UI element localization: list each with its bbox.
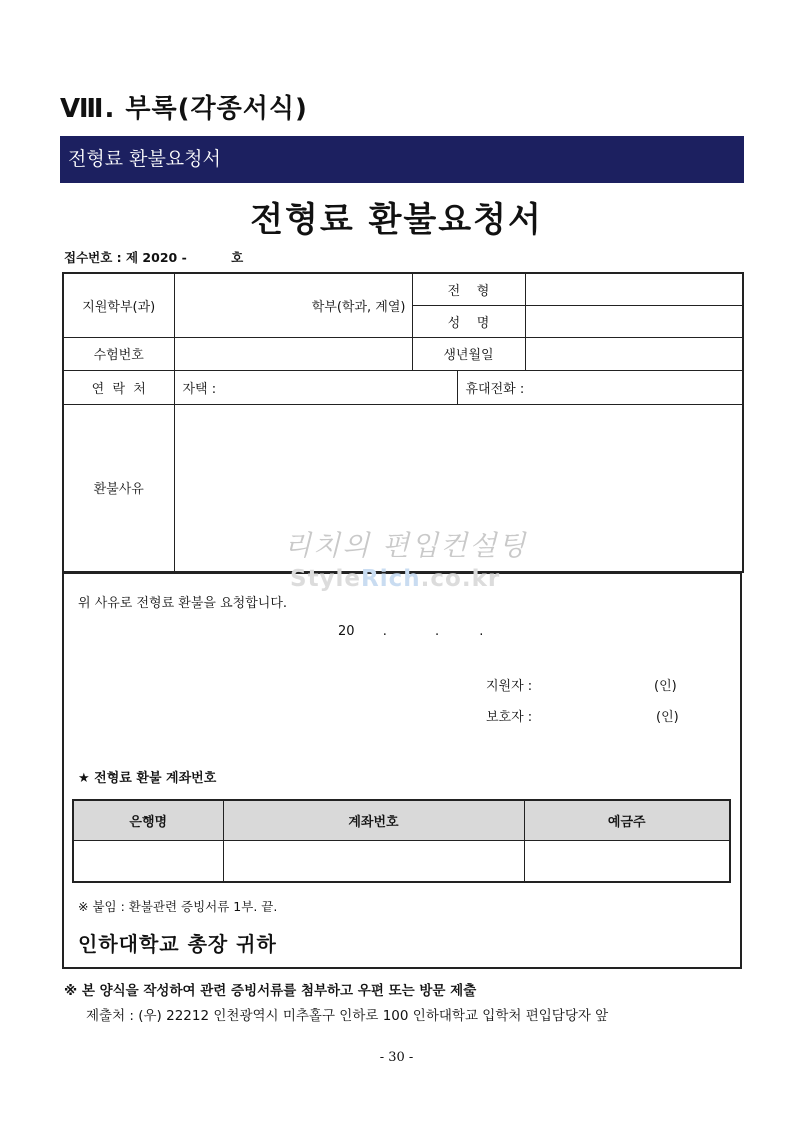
date-sep-month: . <box>382 624 387 639</box>
page-number: - 30 - <box>379 1050 414 1065</box>
name-label: 성 명 <box>412 305 525 337</box>
applicant-seal[interactable]: (인) <box>654 679 677 694</box>
contact-label: 연 락 처 <box>63 370 174 404</box>
department-unit: 학부(학과, 계열) <box>311 299 406 315</box>
exam-number-field[interactable] <box>174 337 412 370</box>
document-title: 전형료 환불요청서 <box>250 200 543 240</box>
exam-number-label: 수험번호 <box>63 337 174 370</box>
bank-name-field[interactable] <box>73 841 223 883</box>
bank-name-header: 은행명 <box>73 800 223 841</box>
home-phone-label: 자택 : <box>182 381 217 397</box>
date-year: 20 <box>338 624 355 639</box>
track-field[interactable] <box>525 273 743 305</box>
submission-note: ※ 본 양식을 작성하여 관련 증빙서류를 첨부하고 우편 또는 방문 제출 <box>64 983 477 999</box>
date-sep-day: . <box>434 624 440 639</box>
submission-address: 제출처 : (우) 22212 인천광역시 미추홀구 인하로 100 인하대학교 입학처 편입담당자 앞 <box>86 1008 609 1024</box>
refund-reason-label: 환불사유 <box>63 404 174 572</box>
section-title: Ⅷ. 부록(각종서식) <box>60 94 308 124</box>
name-field[interactable] <box>525 305 743 337</box>
department-field[interactable] <box>174 273 412 337</box>
receipt-label: 접수번호 : 제 2020 - <box>64 250 187 265</box>
guardian-label: 보호자 : <box>486 710 533 725</box>
account-holder-field[interactable] <box>524 841 730 883</box>
birth-date-field[interactable] <box>525 337 743 370</box>
home-phone-field[interactable] <box>175 371 458 404</box>
watermark-url: StyleRich.co.kr <box>290 566 501 592</box>
mobile-phone-field[interactable] <box>458 371 525 404</box>
receipt-number <box>64 248 243 266</box>
attachment-note: ※ 붙임 : 환불관련 증빙서류 1부. 끝. <box>78 899 278 914</box>
account-table <box>72 799 731 883</box>
form-banner: 전형료 환불요청서 <box>60 136 744 183</box>
account-number-header: 계좌번호 <box>223 800 524 841</box>
receipt-suffix: 호 <box>231 250 244 265</box>
account-number-field[interactable] <box>223 841 524 883</box>
recipient: 인하대학교 총장 귀하 <box>78 932 277 956</box>
track-label: 전 형 <box>412 273 525 305</box>
request-statement: 위 사유로 전형료 환불을 요청합니다. <box>78 596 288 611</box>
applicant-label: 지원자 : <box>486 679 533 694</box>
account-holder-header: 예금주 <box>524 800 730 841</box>
guardian-seal[interactable]: (인) <box>656 710 679 725</box>
date-sep-end: . <box>479 624 484 639</box>
mobile-phone-label: 휴대전화 : <box>465 381 525 397</box>
watermark-text: 리치의 편입컨설팅 <box>284 529 528 562</box>
birth-date-label: 생년월일 <box>412 337 525 370</box>
account-title: ★ 전형료 환불 계좌번호 <box>78 771 217 786</box>
request-date <box>338 624 483 639</box>
department-label: 지원학부(과) <box>63 273 174 337</box>
